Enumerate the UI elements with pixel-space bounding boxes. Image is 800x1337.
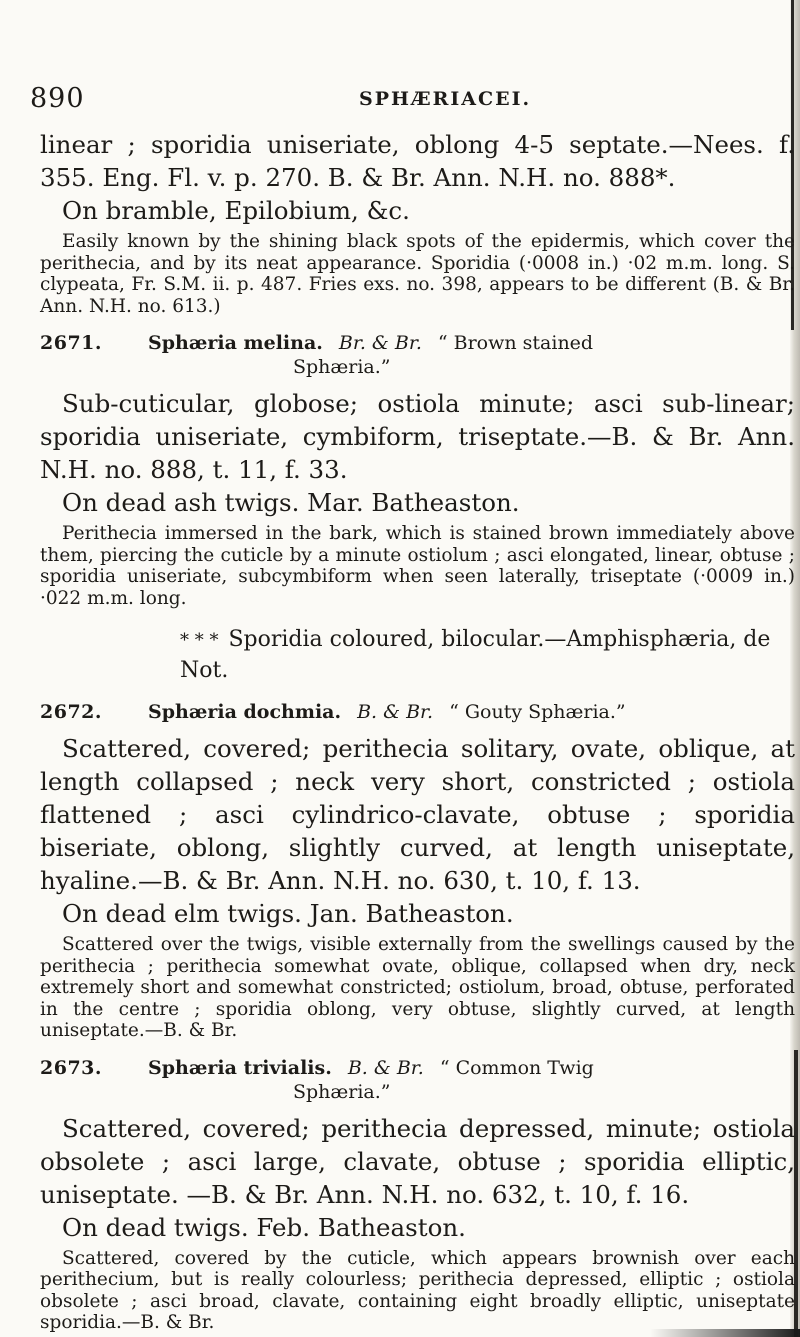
- habitat-line: On dead twigs. Feb. Batheaston.: [62, 1212, 466, 1242]
- species-authority: B. & Br.: [347, 1056, 424, 1079]
- habitat-line: On dead elm twigs. Jan. Batheaston.: [62, 899, 514, 928]
- species-number: 2672.: [40, 701, 102, 723]
- common-name: “ Brown stained: [437, 332, 594, 354]
- common-name-cont: Sphæria.”: [293, 356, 391, 378]
- species-name: Sphæria trivialis.: [148, 1056, 332, 1079]
- note-paragraph: Scattered over the twigs, visible externally from the swellings caused by the perithecia ; perithecia somewhat ovate, oblique, collapsed when dry, neck extremely short and somewhat constricted; ostiolum, broad, obtuse, perforated in the centre ; sporidia oblong, very obtuse, slightly curved, at length uniseptate.—B. & Br.: [40, 934, 795, 1041]
- species-description: Scattered, covered; perithecia solitary, ovate, oblique, at length collapsed ; neck very short, constricted ; ostiola flattened ; asci cylindrico-clavate, obtuse ; sporidia biseriate, oblong, slightly curved, at length uniseptate, hyaline.—B. & Br. Ann. N.H. no. 630, t. 10, f. 13.: [40, 734, 795, 895]
- section-note-text: Sporidia coloured, bilocular.—Amphisphæria, de Not.: [180, 627, 771, 683]
- species-description: Scattered, covered; perithecia depressed, minute; ostiola obsolete ; asci large, clavate, obtuse ; sporidia elliptic, uniseptate. —B. & Br. Ann. N.H. no. 632, t. 10, f. 16.: [40, 1113, 795, 1209]
- species-name: Sphæria melina.: [148, 332, 323, 354]
- running-head: SPHÆRIACEI.: [359, 88, 532, 110]
- species-heading: [40, 700, 795, 724]
- common-name-cont: Sphæria.”: [293, 1080, 391, 1103]
- species-description: Sub-cuticular, globose; ostiola minute; asci sub-linear; sporidia uniseriate, cymbiform, triseptate.—B. & Br. Ann. N.H. no. 888, t. 11, f. 33.: [40, 389, 795, 484]
- page-body: [40, 128, 795, 1334]
- species-heading: [40, 331, 795, 379]
- section-note: [40, 625, 795, 686]
- species-name: Sphæria dochmia.: [148, 701, 342, 723]
- common-name: “ Common Twig: [439, 1056, 594, 1079]
- species-number: 2671.: [40, 332, 102, 354]
- continuation-text: linear ; sporidia uniseriate, oblong 4-5 septate.—Nees. f. 355. Eng. Fl. v. p. 270. B. & Br. Ann. N.H. no. 888*.: [40, 130, 795, 192]
- species-authority: B. & Br.: [357, 701, 434, 723]
- habitat-line: On dead ash twigs. Mar. Batheaston.: [62, 488, 520, 517]
- common-name: “ Gouty Sphæria.”: [449, 701, 626, 723]
- species-number: 2673.: [40, 1056, 102, 1079]
- asterism: * * *: [180, 630, 219, 651]
- page-number: 890: [30, 83, 85, 114]
- note-paragraph: Scattered, covered by the cuticle, which appears brownish over each perithecium, but is really colourless; perithecia depressed, elliptic ; ostiola obsolete ; asci broad, clavate, containing eight broadly elliptic, uniseptate sporidia.—B. & Br.: [40, 1247, 795, 1333]
- species-authority: Br. & Br.: [338, 332, 422, 354]
- note-paragraph: Easily known by the shining black spots of the epidermis, which cover the perithecia, and by its neat appearance. Sporidia (·0008 in.) ·02 m.m. long. S. clypeata, Fr. S.M. ii. p. 487. Fries exs. no. 398, appears to be different (B. & Br. Ann. N.H. no. 613.): [40, 231, 795, 317]
- note-paragraph: Perithecia immersed in the bark, which is stained brown immediately above them, piercing the cuticle by a minute ostiolum ; asci elongated, linear, obtuse ; sporidia uniseriate, subcymbiform when seen laterally, triseptate (·0009 in.) ·022 m.m. long.: [40, 523, 795, 609]
- habitat-line: On bramble, Epilobium, &c.: [62, 196, 410, 225]
- species-heading: [40, 1056, 795, 1104]
